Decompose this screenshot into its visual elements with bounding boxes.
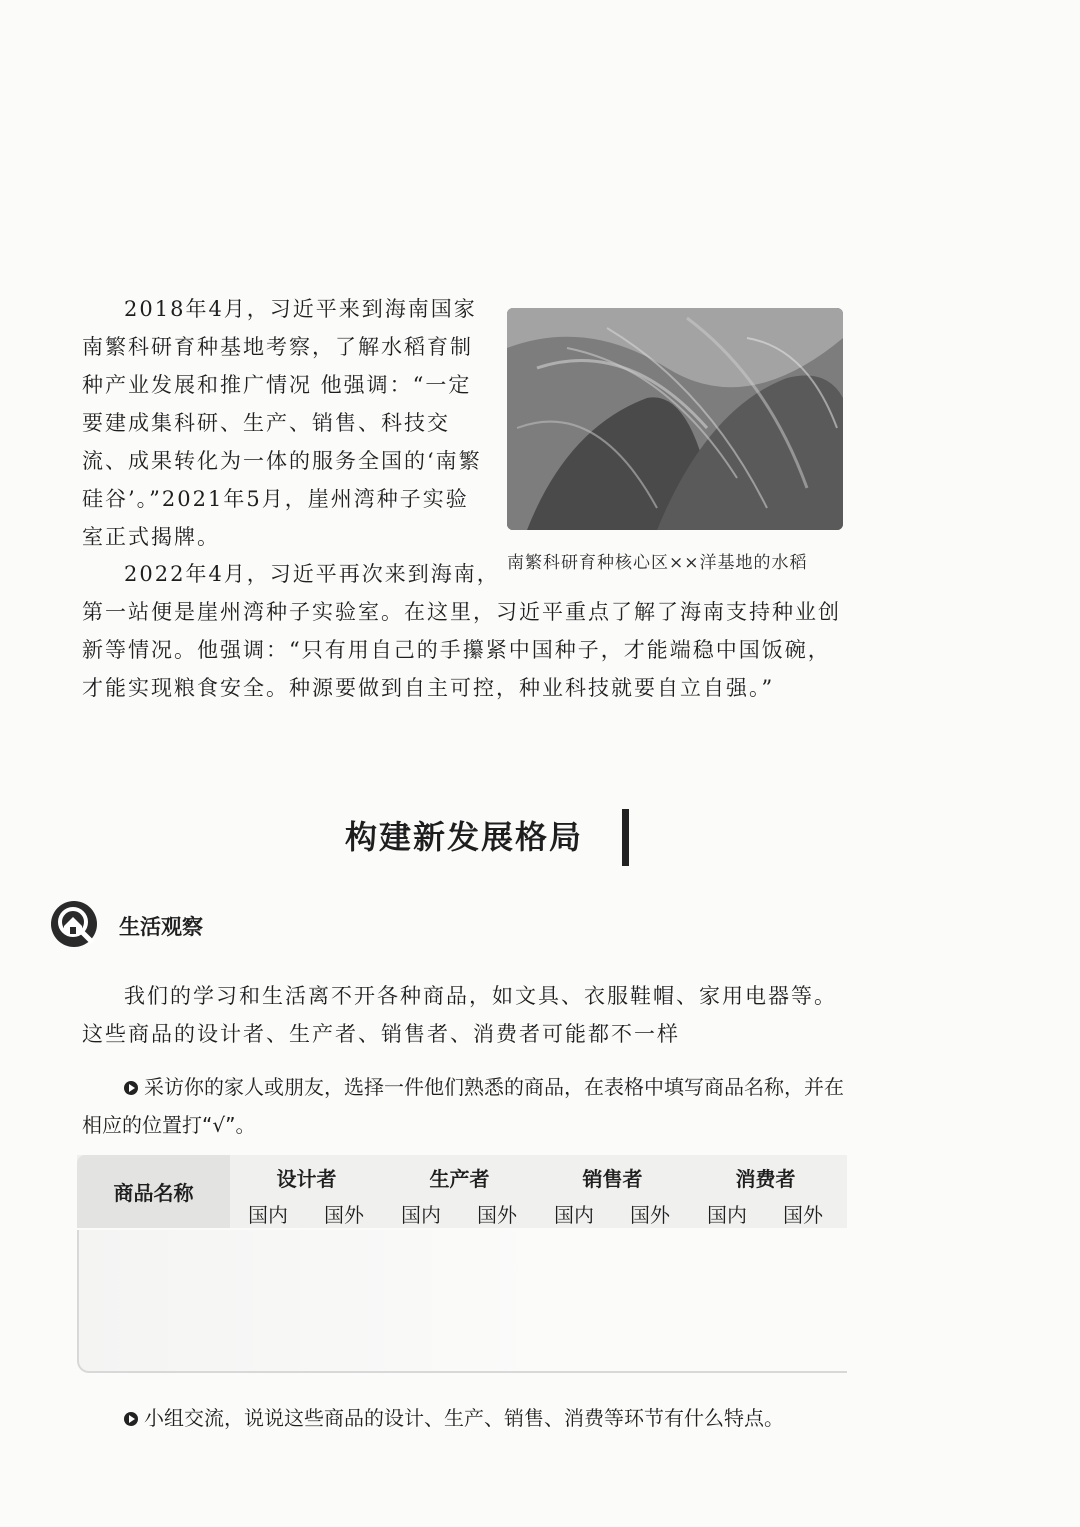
- task-interview: [82, 1068, 852, 1144]
- life-observation-label: 生活观察: [119, 915, 203, 939]
- photo-caption: 南繁科研育种核心区××洋基地的水稻: [507, 553, 808, 573]
- header-consumer-domestic: 国内: [707, 1203, 747, 1227]
- paragraph-first-line: 2022年4月，习近平再次来到海南，: [124, 562, 500, 586]
- observation-paragraph: 我们的学习和生活离不开各种商品，如文具、衣服鞋帽、家用电器等。这些商品的设计者、生产者、销售者、消费者可能都不一样: [82, 984, 837, 1046]
- header-producer-domestic: 国内: [401, 1203, 441, 1227]
- title-bar-divider: [622, 809, 629, 866]
- header-consumer: 消费者: [735, 1167, 796, 1191]
- goods-table: [77, 1155, 847, 1373]
- task-group-discussion-text: 小组交流，说说这些商品的设计、生产、销售、消费等环节有什么特点。: [144, 1406, 784, 1430]
- table-blank-area[interactable]: [77, 1230, 847, 1373]
- play-bullet-icon: [124, 1081, 138, 1095]
- header-consumer-foreign: 国外: [783, 1203, 823, 1227]
- header-designer-foreign: 国外: [324, 1203, 364, 1227]
- header-producer: 生产者: [429, 1167, 490, 1191]
- house-magnifier-icon: [50, 900, 98, 948]
- paragraph-south-breeding-2018: 2018年4月，习近平来到海南国家南繁科研育种基地考察，了解水稻育制种产业发展和推广情况 他强调：“一定要建成集科研、生产、销售、科技交流、成果转化为一体的服务全国的‘南繁硅谷’。”2021年5月，崖州湾种子实验室正式揭牌。: [82, 297, 482, 549]
- rice-photo: [507, 308, 843, 530]
- section-title: 构建新发展格局: [345, 818, 584, 856]
- header-goods-name: 商品名称: [77, 1155, 230, 1228]
- task-group-discussion: [82, 1399, 852, 1437]
- header-seller-foreign: 国外: [630, 1203, 670, 1227]
- paragraph-seed-lab-2022: [82, 555, 852, 707]
- header-designer-domestic: 国内: [248, 1203, 288, 1227]
- table-header: [77, 1155, 847, 1228]
- play-bullet-icon: [124, 1412, 138, 1426]
- header-seller-domestic: 国内: [554, 1203, 594, 1227]
- header-seller: 销售者: [582, 1167, 643, 1191]
- paragraph-rest: 第一站便是崖州湾种子实验室。在这里，习近平重点了解了海南支持种业创新等情况。他强调：“只有用自己的手攥紧中国种子，才能端稳中国饭碗，才能实现粮食安全。种源要做到自主可控，种业科技就要自立自强。”: [82, 600, 841, 700]
- header-producer-foreign: 国外: [477, 1203, 517, 1227]
- task-interview-text: 采访你的家人或朋友，选择一件他们熟悉的商品，在表格中填写商品名称，并在相应的位置打“√”。: [82, 1075, 844, 1137]
- header-designer: 设计者: [276, 1167, 337, 1191]
